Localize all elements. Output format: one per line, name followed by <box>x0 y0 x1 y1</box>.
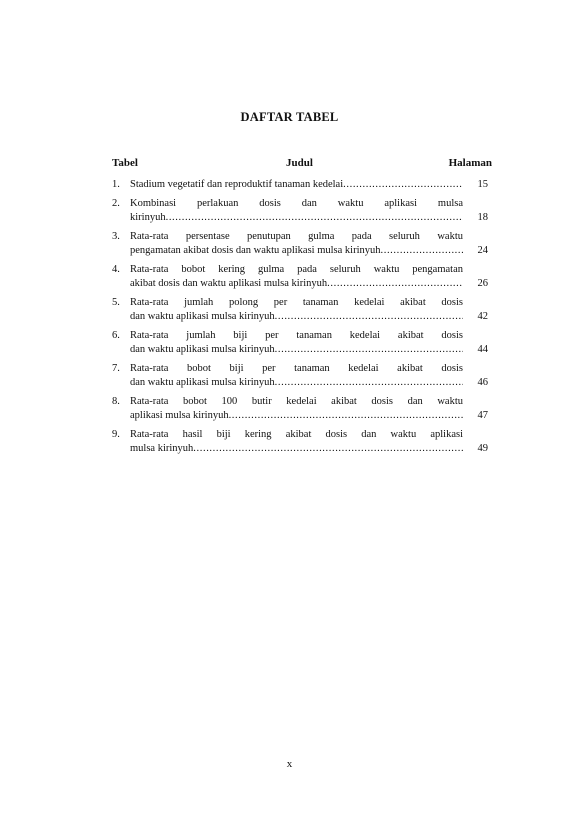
entry-title-continued: dan waktu aplikasi mulsa kirinyuh <box>130 344 275 355</box>
column-header-halaman: Halaman <box>448 157 492 169</box>
entry-number: 9. <box>112 429 120 440</box>
entry-title-continued: pengamatan akibat dosis dan waktu aplikasi mulsa kirinyuh <box>130 245 381 256</box>
list-item[interactable] <box>112 395 492 423</box>
dot-leader <box>166 211 463 225</box>
entry-number: 6. <box>112 330 120 341</box>
entry-number: 2. <box>112 198 120 209</box>
list-item[interactable] <box>112 178 492 192</box>
entry-title: Kombinasi perlakuan dosis dan waktu aplikasi mulsa <box>130 198 463 209</box>
entry-title: Rata-rata bobot 100 butir kedelai akibat dosis dan waktu <box>130 396 463 407</box>
dot-leader <box>275 310 463 324</box>
entry-title-continued: dan waktu aplikasi mulsa kirinyuh <box>130 311 275 322</box>
entry-title: Rata-rata bobot kering gulma pada seluruh waktu pengamatan <box>130 264 463 275</box>
entry-number: 8. <box>112 396 120 407</box>
entry-title-continued: aplikasi mulsa kirinyuh <box>130 410 229 421</box>
entry-title-continued: dan waktu aplikasi mulsa kirinyuh <box>130 377 275 388</box>
entry-title-continued: kirinyuh <box>130 212 166 223</box>
dot-leader <box>343 178 463 192</box>
list-item[interactable] <box>112 329 492 357</box>
dot-leader <box>229 409 463 423</box>
entry-title-continued: akibat dosis dan waktu aplikasi mulsa kirinyuh <box>130 278 328 289</box>
entry-page-number: 46 <box>477 377 488 388</box>
entry-number: 4. <box>112 264 120 275</box>
dot-leader <box>327 277 463 291</box>
list-item[interactable] <box>112 296 492 324</box>
list-item[interactable] <box>112 263 492 291</box>
page-title: DAFTAR TABEL <box>240 110 339 124</box>
list-item[interactable] <box>112 197 492 225</box>
table-of-tables <box>112 178 492 456</box>
entry-title: Stadium vegetatif dan reproduktif tanaman kedelai <box>130 179 344 190</box>
entry-number: 1. <box>112 179 120 190</box>
dot-leader <box>275 343 463 357</box>
entry-page-number: 42 <box>477 311 488 322</box>
entry-page-number: 26 <box>477 278 488 289</box>
column-header-tabel: Tabel <box>112 157 138 169</box>
entry-page-number: 15 <box>477 179 488 190</box>
footer-page-number: x <box>286 758 293 770</box>
entry-number: 7. <box>112 363 120 374</box>
entry-page-number: 49 <box>477 443 488 454</box>
column-header-judul: Judul <box>286 157 313 169</box>
entry-number: 5. <box>112 297 120 308</box>
table-header-row <box>112 157 492 173</box>
entry-title: Rata-rata persentase penutupan gulma pada seluruh waktu <box>130 231 463 242</box>
dot-leader <box>381 244 464 258</box>
entry-title: Rata-rata bobot biji per tanaman kedelai akibat dosis <box>130 363 463 374</box>
entry-page-number: 18 <box>477 212 488 223</box>
list-item[interactable] <box>112 362 492 390</box>
entry-page-number: 44 <box>477 344 488 355</box>
entry-title: Rata-rata hasil biji kering akibat dosis dan waktu aplikasi <box>130 429 463 440</box>
list-item[interactable] <box>112 428 492 456</box>
list-item[interactable] <box>112 230 492 258</box>
entry-title-continued: mulsa kirinyuh <box>130 443 194 454</box>
entry-page-number: 24 <box>477 245 488 256</box>
dot-leader <box>275 376 463 390</box>
entry-number: 3. <box>112 231 120 242</box>
dot-leader <box>193 442 463 456</box>
entry-title: Rata-rata jumlah biji per tanaman kedelai akibat dosis <box>130 330 463 341</box>
entry-page-number: 47 <box>477 410 488 421</box>
entry-title: Rata-rata jumlah polong per tanaman kedelai akibat dosis <box>130 297 463 308</box>
